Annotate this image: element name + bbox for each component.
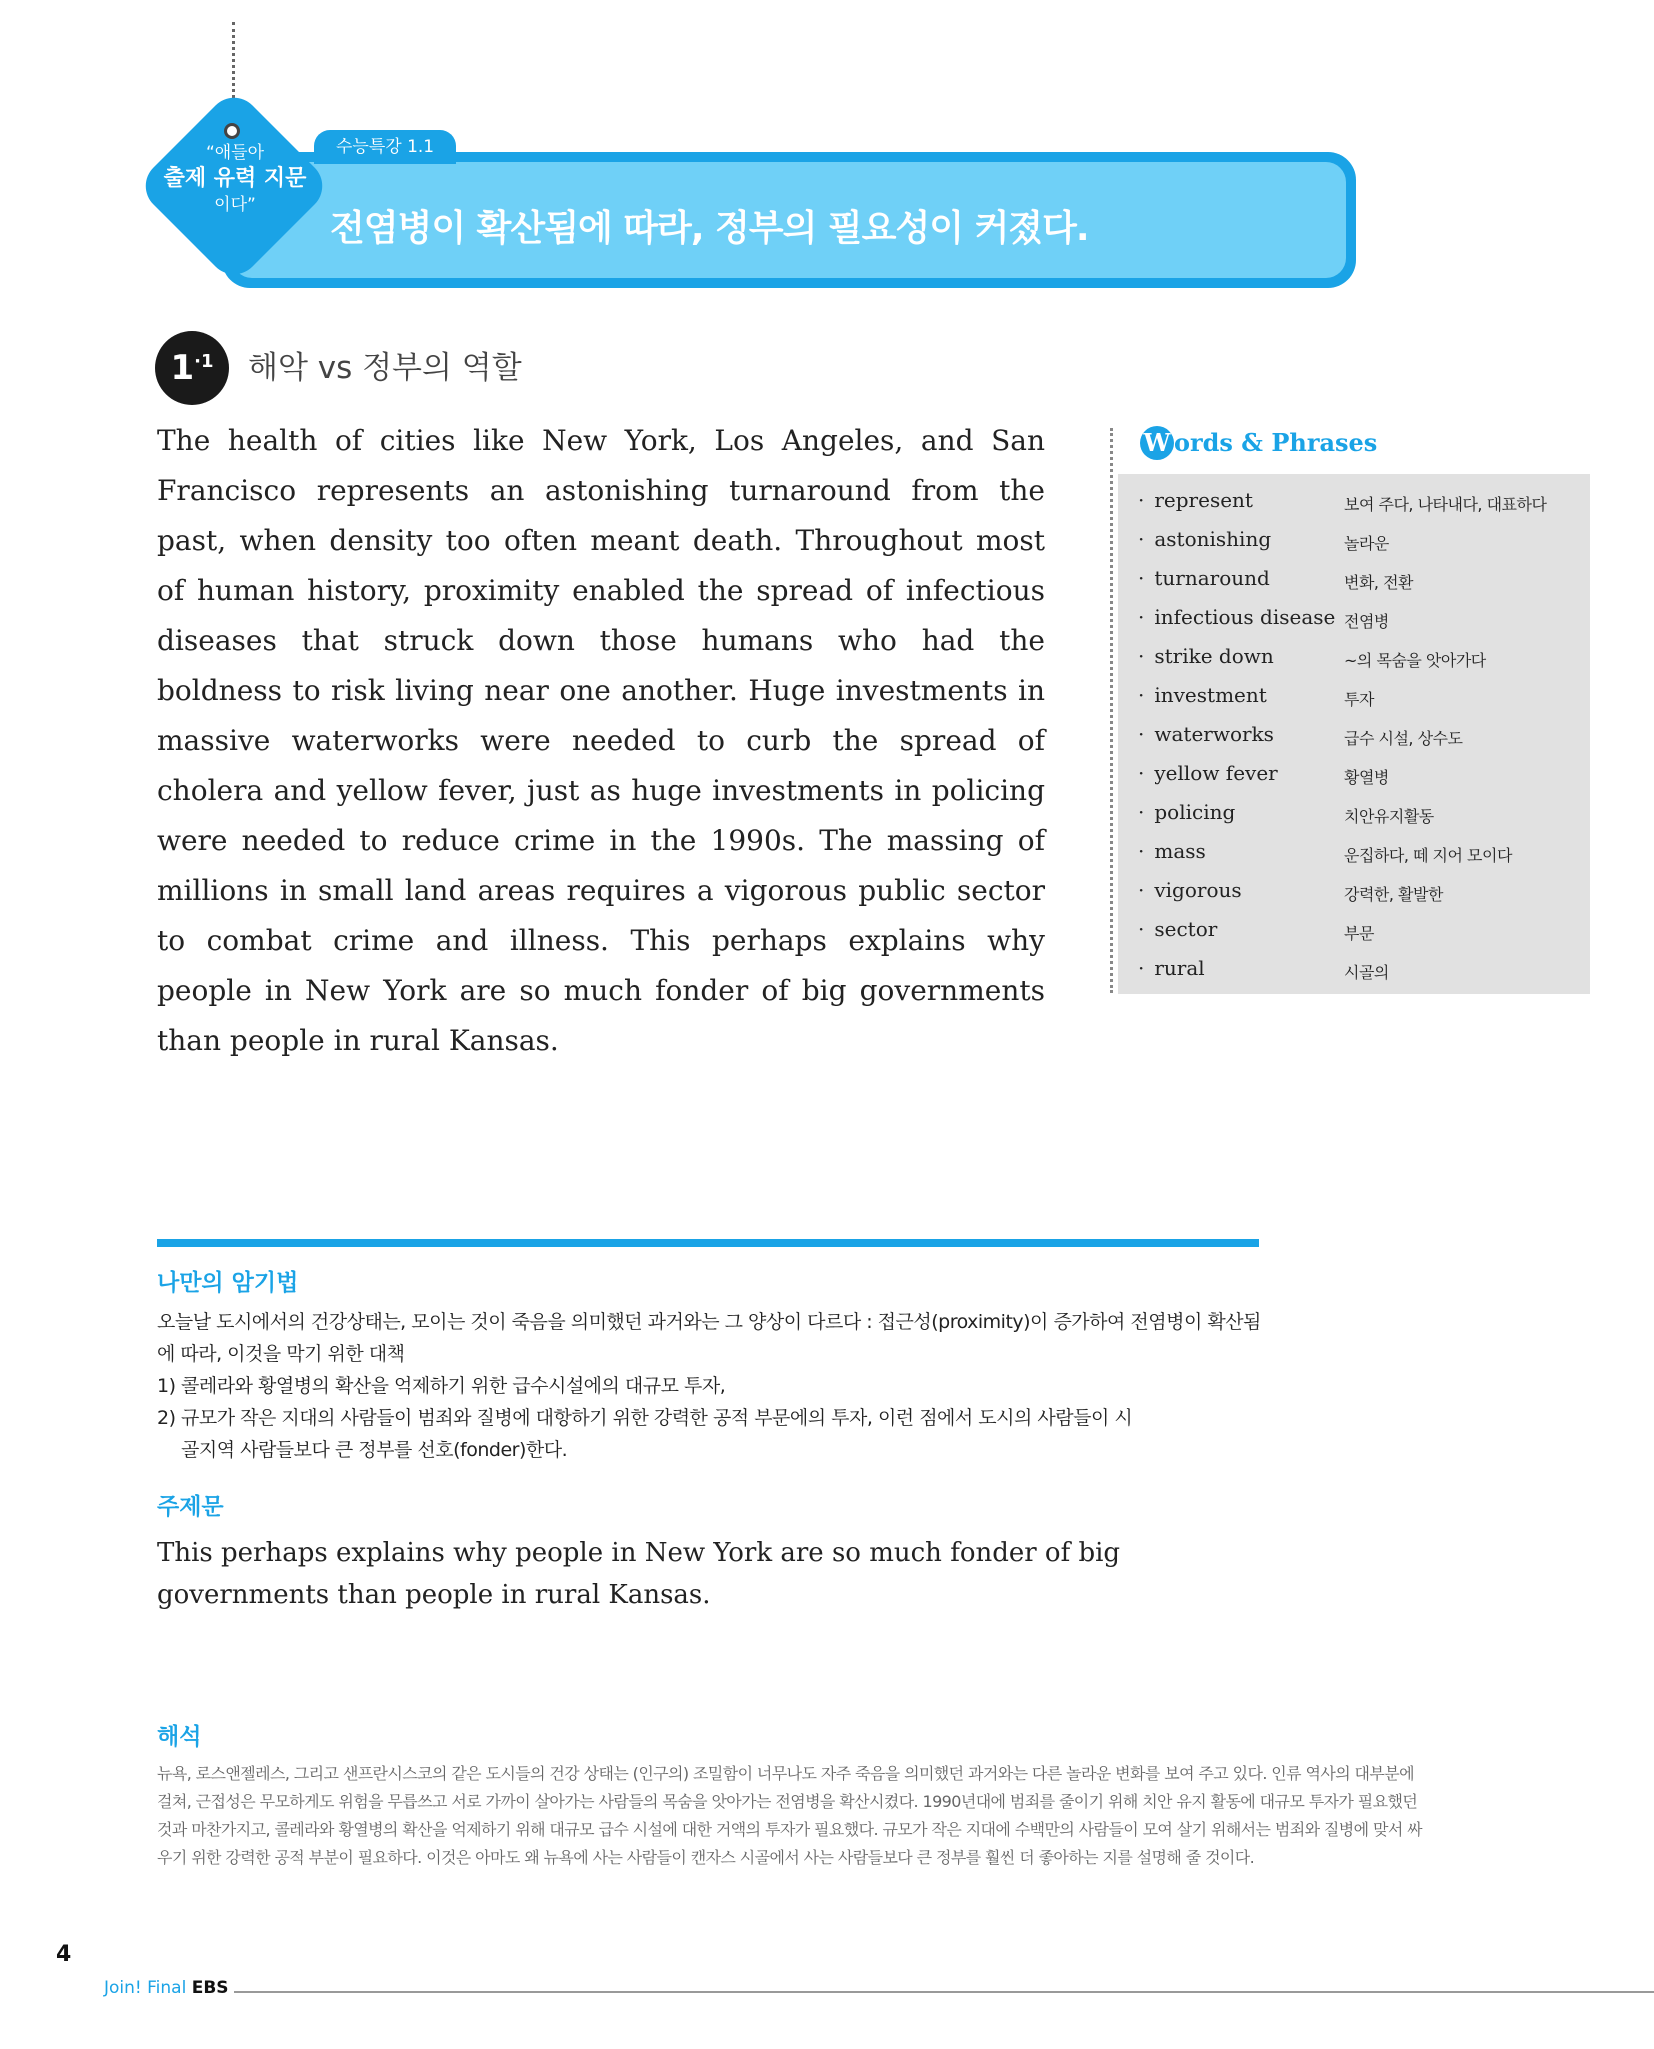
word-row xyxy=(1118,757,1590,796)
memory-intro: 오늘날 도시에서의 건강상태는, 모이는 것이 죽음을 의미했던 과거와는 그 양상이 다르다 : 접근성(proximity)이 증가하여 전염병이 확산됨에 따라, 이것을 막기 위한 대책 xyxy=(157,1311,1261,1365)
translation-heading: 해석 xyxy=(157,1724,202,1750)
word-ko: 치안유지활동 xyxy=(1344,807,1434,826)
words-divider xyxy=(1110,428,1113,993)
word-ko: 급수 시설, 상수도 xyxy=(1344,729,1463,748)
word-ko: 놀라운 xyxy=(1344,534,1389,553)
word-ko: 시골의 xyxy=(1344,963,1389,982)
translation-text: 뉴욕, 로스앤젤레스, 그리고 샌프란시스코의 같은 도시들의 건강 상태는 (인구의) 조밀함이 너무나도 자주 죽음을 의미했던 과거와는 다른 놀라운 변화를 보여 주고 있다. 인류 역사의 대부분에 걸쳐, 근접성은 무모하게도 위험을 무릅쓰고 서로 가까이 살아가는 사람들의 목숨을 앗아가는 전염병을 확산시켰다. 1990년대에 범죄를 줄이기 위해 치안 유지 활동에 대규모 투자가 필요했던 것과 마찬가지고, 콜레라와 황열병의 확산을 억제하기 위해 대규모 급수 시설에 대한 거액의 투자가 필요했다. 규모가 작은 지대에 수백만의 사람들이 모여 살기 위해서는 범죄와 질병에 맞서 싸우기 위한 강력한 공적 부분이 필요하다. 이것은 아마도 왜 뉴욕에 사는 사람들이 캔자스 시골에서 사는 사람들보다 큰 정부를 훨씬 더 좋아하는 지를 설명해 줄 것이다. xyxy=(157,1764,1423,1867)
word-en: · infectious disease xyxy=(1138,605,1335,629)
section-divider xyxy=(157,1239,1259,1247)
word-en: · strike down xyxy=(1138,644,1274,668)
word-ko: 운집하다, 떼 지어 모이다 xyxy=(1344,846,1512,865)
word-en: · waterworks xyxy=(1138,722,1274,746)
memory-text xyxy=(157,1306,1277,1466)
tag-text xyxy=(152,142,318,216)
word-en: · sector xyxy=(1138,917,1217,941)
words-phrases-title xyxy=(1140,426,1377,460)
word-row xyxy=(1118,952,1590,991)
words-phrases-box xyxy=(1118,474,1590,994)
word-row xyxy=(1118,640,1590,679)
footer-brand-text: Join! Final xyxy=(104,1978,187,1998)
word-en: · yellow fever xyxy=(1138,761,1278,785)
topic-heading: 주제문 xyxy=(157,1494,224,1520)
word-ko: 투자 xyxy=(1344,690,1374,709)
memory-point-2-cont: 골지역 사람들보다 큰 정부를 선호(fonder)한다. xyxy=(181,1439,568,1461)
word-row xyxy=(1118,523,1590,562)
word-row xyxy=(1118,913,1590,952)
tag-hole-icon xyxy=(224,123,240,139)
footer-brand xyxy=(104,1978,229,1998)
footer-brand-bold: EBS xyxy=(191,1978,229,1998)
word-en: · policing xyxy=(1138,800,1235,824)
word-en: · represent xyxy=(1138,488,1253,512)
word-en: · rural xyxy=(1138,956,1205,980)
word-row xyxy=(1118,562,1590,601)
word-ko: 황열병 xyxy=(1344,768,1389,787)
section-number-badge xyxy=(155,331,229,405)
word-en: · investment xyxy=(1138,683,1267,707)
banner-label: 수능특강 1.1 xyxy=(314,130,456,164)
word-ko: 부문 xyxy=(1344,924,1374,943)
word-ko: 보여 주다, 나타내다, 대표하다 xyxy=(1344,495,1547,514)
word-row xyxy=(1118,601,1590,640)
topic-sentence: This perhaps explains why people in New York are so much fonder of big governments than people in rural Kansas. xyxy=(157,1538,1121,1610)
word-row xyxy=(1118,718,1590,757)
words-title-rest: ords & Phrases xyxy=(1174,428,1378,457)
word-ko: 변화, 전환 xyxy=(1344,573,1413,592)
word-en: · astonishing xyxy=(1138,527,1271,551)
word-en: · vigorous xyxy=(1138,878,1242,902)
section-number: 1 xyxy=(170,348,195,388)
memory-heading: 나만의 암기법 xyxy=(157,1270,299,1296)
section-sub-number: ·1 xyxy=(194,351,214,372)
word-en: · mass xyxy=(1138,839,1206,863)
word-row xyxy=(1118,874,1590,913)
footer-rule xyxy=(234,1991,1654,1993)
passage-text: The health of cities like New York, Los Angeles, and San Francisco represents an astonishing turnaround from the past, when density too often meant death. Throughout most of human history, proximity enabled the spread of infectious diseases that struck down those humans who had the boldness to risk living near one another. Huge investments in massive waterworks were needed to curb the spread of cholera and yellow fever, just as huge investments in policing were needed to reduce crime in the 1990s. The massing of millions in small land areas requires a vigorous public sector to combat crime and illness. This perhaps explains why people in New York are so much fonder of big governments than people in rural Kansas. xyxy=(157,424,1045,1057)
word-row xyxy=(1118,484,1590,523)
banner-title: 전염병이 확산됨에 따라, 정부의 필요성이 커졌다. xyxy=(330,208,1089,249)
memory-point-1: 1) 콜레라와 황열병의 확산을 억제하기 위한 급수시설에의 대규모 투자, xyxy=(157,1375,726,1397)
page-number: 4 xyxy=(56,1942,72,1967)
word-ko: 강력한, 활발한 xyxy=(1344,885,1443,904)
word-row xyxy=(1118,796,1590,835)
tag-line-1: “애들아 xyxy=(205,143,265,163)
memory-point-2: 2) 규모가 작은 지대의 사람들이 범죄와 질병에 대항하기 위한 강력한 공적 부문에의 투자, 이런 점에서 도시의 사람들이 시 xyxy=(157,1407,1133,1429)
word-ko: ~의 목숨을 앗아가다 xyxy=(1344,651,1486,670)
tag-line-2: 출제 유력 지문 xyxy=(163,166,307,191)
word-en: · turnaround xyxy=(1138,566,1270,590)
tag-line-3: 이다” xyxy=(214,195,256,215)
words-title-initial: W xyxy=(1140,426,1174,460)
section-title: 해악 vs 정부의 역할 xyxy=(248,350,522,386)
word-row xyxy=(1118,835,1590,874)
word-ko: 전염병 xyxy=(1344,612,1389,631)
word-row xyxy=(1118,679,1590,718)
